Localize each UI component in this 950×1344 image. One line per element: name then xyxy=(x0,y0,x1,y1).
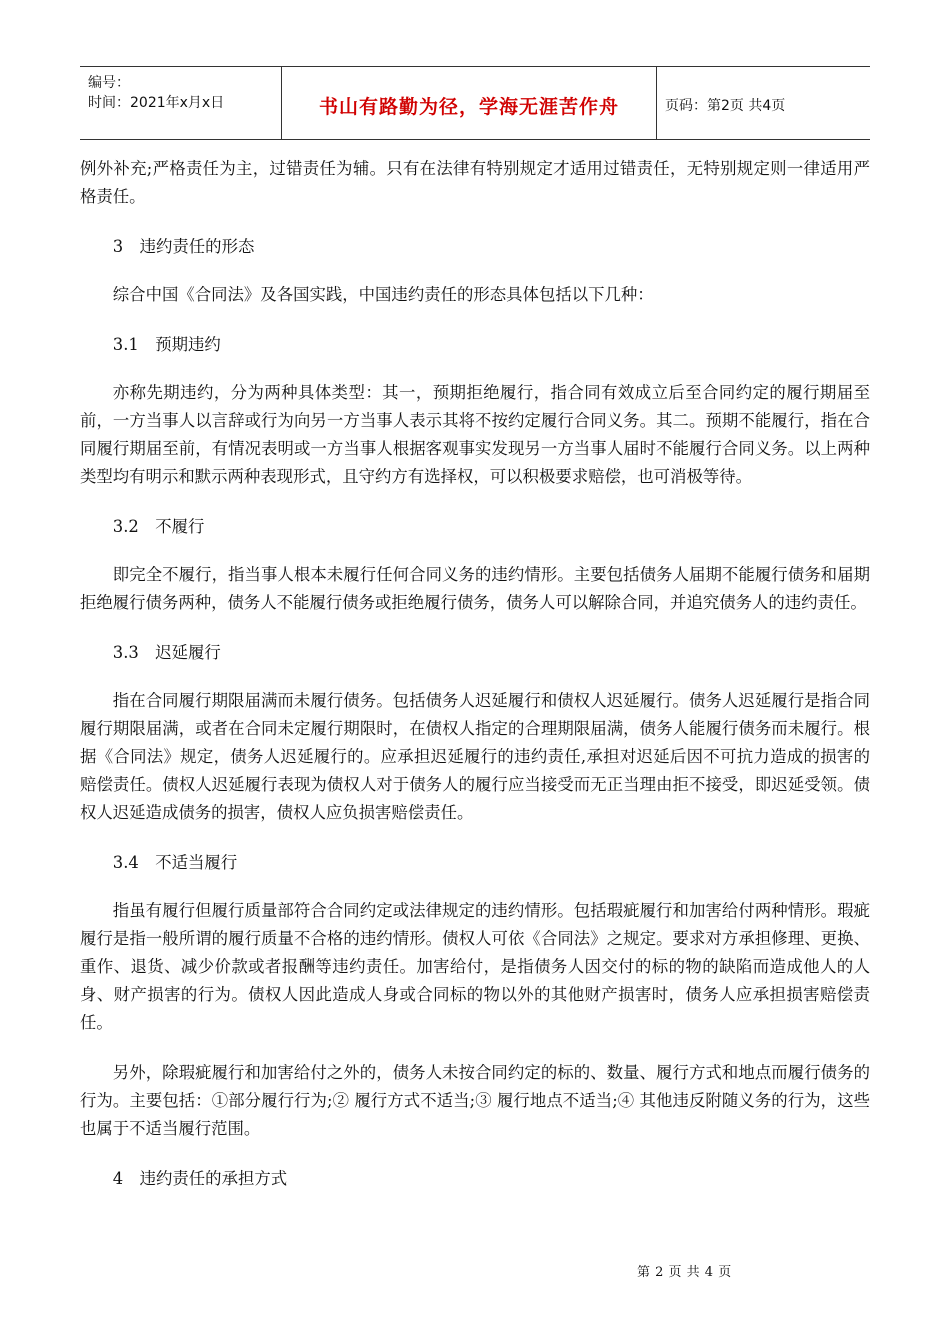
header-motto: 书山有路勤为径，学海无涯苦作舟 xyxy=(282,67,657,139)
section-heading-3-3: 3.3 迟延履行 xyxy=(112,643,221,662)
paragraph: 指在合同履行期限届满而未履行债务。包括债务人迟延履行和债权人迟延履行。债务人迟延履行是指合同履行期限届满，或者在合同未定履行期限时，在债权人指定的合理期限届满，债务人能履行债务而未履行。根据《合同法》规定，债务人迟延履行的。应承担迟延履行的违约责任,承担对迟延后因不可抗力造成的损害的赔偿责任。债权人迟延履行表现为债权人对于债务人的履行应当接受而无正当理由拒不接受，即迟延受领。债权人迟延造成债务的损害，债权人应负损害赔偿责任。 xyxy=(80,691,870,822)
section-heading-4: 4 违约责任的承担方式 xyxy=(112,1169,288,1188)
section-heading-3: 3 违约责任的形态 xyxy=(112,237,255,256)
document-body xyxy=(80,155,870,1213)
paragraph: 指虽有履行但履行质量部符合合同约定或法律规定的违约情形。包括瑕疵履行和加害给付两种情形。瑕疵履行是指一般所谓的履行质量不合格的违约情形。债权人可依《合同法》之规定。要求对方承担修理、更换、重作、退货、减少价款或者报酬等违约责任。加害给付，是指债务人因交付的标的物的缺陷而造成他人的人身、财产损害的行为。债权人因此造成人身或合同标的物以外的其他财产损害时，债务人应承担损害赔偿责任。 xyxy=(80,901,870,1032)
page-header xyxy=(80,66,870,140)
header-page-number: 页码：第2页 共4页 xyxy=(665,98,786,114)
page-footer: 第 2 页 共 4 页 xyxy=(637,1265,732,1280)
paragraph: 亦称先期违约，分为两种具体类型：其一，预期拒绝履行，指合同有效成立后至合同约定的履行期届至前，一方当事人以言辞或行为向另一方当事人表示其将不按约定履行合同义务。其二。预期不能履行，指在合同履行期届至前，有情况表明或一方当事人根据客观事实发现另一方当事人届时不能履行合同义务。以上两种类型均有明示和默示两种表现形式，且守约方有选择权，可以积极要求赔偿，也可消极等待。 xyxy=(80,383,870,486)
paragraph: 另外，除瑕疵履行和加害给付之外的，债务人未按合同约定的标的、数量、履行方式和地点而履行债务的行为。主要包括：①部分履行行为;② 履行方式不适当;③ 履行地点不适当;④ 其他违反附随义务的行为，这些也属于不适当履行范围。 xyxy=(80,1063,870,1138)
document-number-label: 编号： xyxy=(88,75,130,91)
paragraph: 综合中国《合同法》及各国实践，中国违约责任的形态具体包括以下几种： xyxy=(112,285,654,304)
section-heading-3-4: 3.4 不适当履行 xyxy=(112,853,238,872)
paragraph: 即完全不履行，指当事人根本未履行任何合同义务的违约情形。主要包括债务人届期不能履行债务和届期拒绝履行债务两种，债务人不能履行债务或拒绝履行债务，债务人可以解除合同，并追究债务人的违约责任。 xyxy=(80,565,870,612)
section-heading-3-1: 3.1 预期违约 xyxy=(112,335,221,354)
section-heading-3-2: 3.2 不履行 xyxy=(112,517,205,536)
paragraph: 例外补充;严格责任为主，过错责任为辅。只有在法律有特别规定才适用过错责任，无特别规定则一律适用严格责任。 xyxy=(80,159,870,206)
document-time-label: 时间：2021年x月x日 xyxy=(88,95,225,111)
header-meta xyxy=(80,67,282,139)
